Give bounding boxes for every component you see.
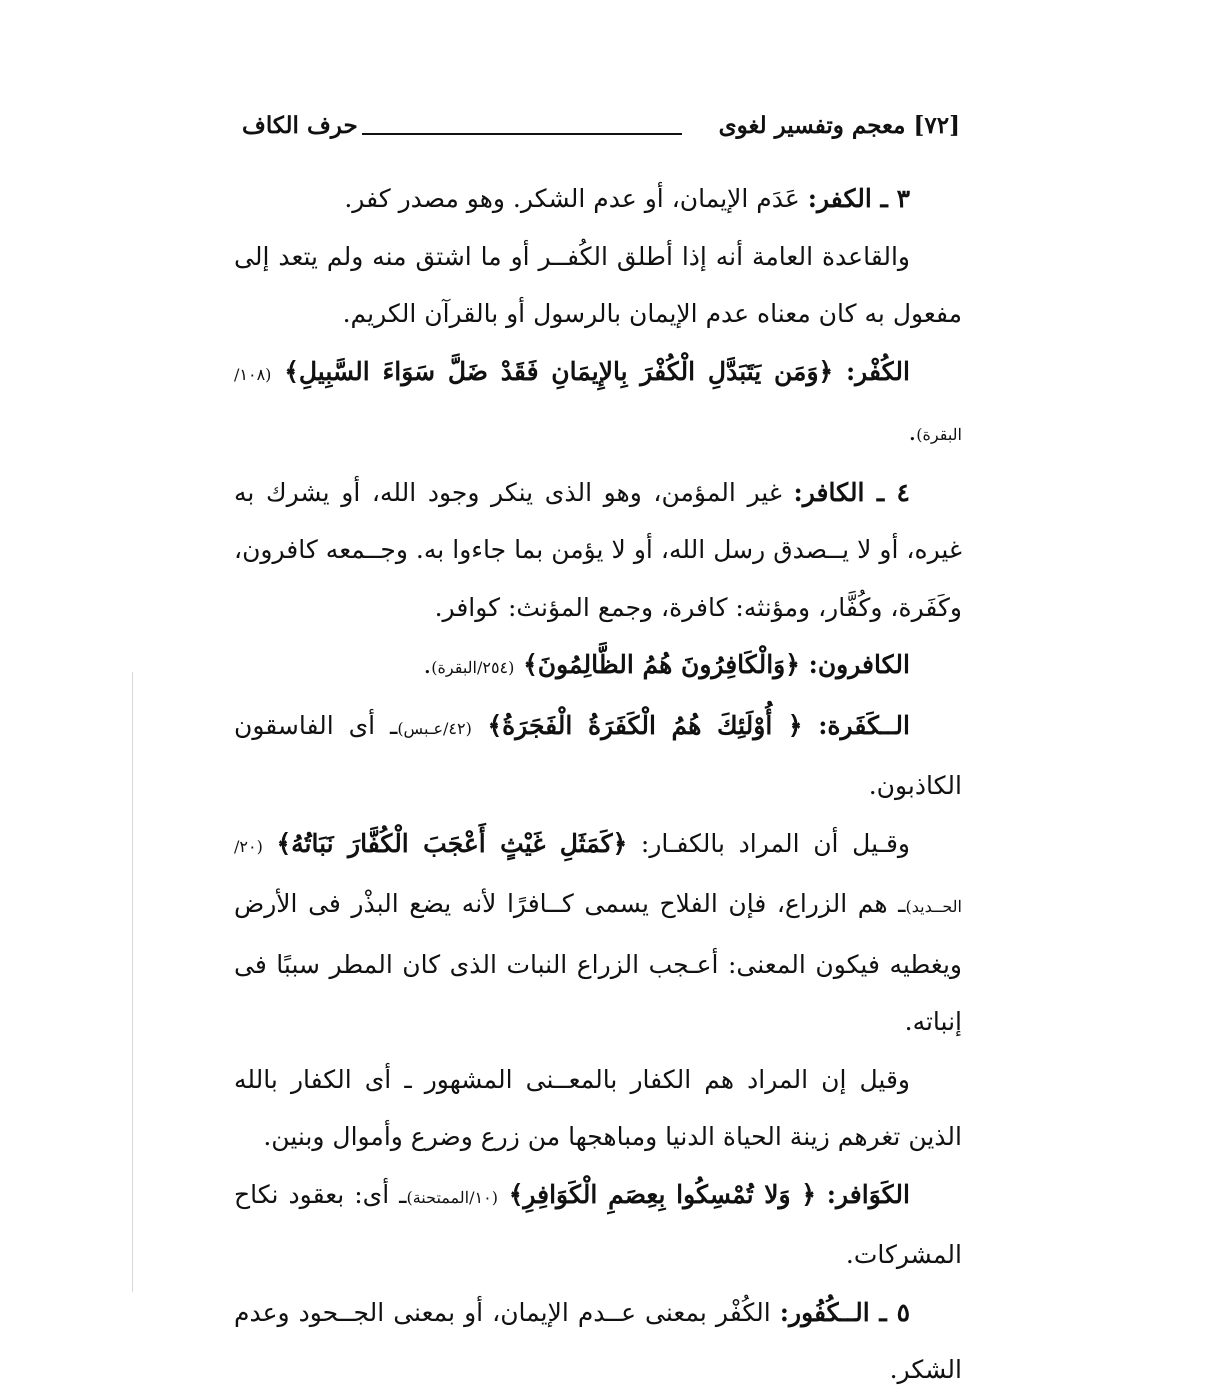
entry-term: ٥ ـ الــكُفُور: — [779, 1297, 910, 1327]
entry-tail: . — [908, 417, 917, 446]
entry-term: الــكَفَرة: — [818, 710, 910, 740]
paragraph-text: والقاعدة العامة أنه إذا أطلق الكُفــر أو ما اشتق منه ولم يتعد إلى مفعول به كان معناه عدم الإيمان بالرسول أو بالقرآن الكريم. — [234, 241, 962, 328]
paragraph-lead: وقـيل أن المراد بالكفـار: — [627, 828, 910, 858]
quran-verse: ﴿ أُوْلَئِكَ هُمُ الْكَفَرَةُ الْفَجَرَةُ﴾ — [471, 710, 819, 740]
entry-tail: . — [423, 650, 432, 679]
quran-verse: ﴿وَالْكَافِرُونَ هُمُ الظَّالِمُونَ﴾ — [514, 650, 809, 679]
verse-reference: (١٠/الممتحنة) — [406, 1187, 498, 1207]
entry-al-kufr-verse — [234, 343, 962, 464]
entry-kufur — [234, 1284, 962, 1399]
general-rule-paragraph — [234, 228, 962, 343]
scan-edge-mark — [132, 672, 133, 1292]
entry-definition: غير المؤمن، وهو الذى ينكر وجود الله، أو يشرك به غيره، أو لا يــصدق رسل الله، أو لا يؤمن بما جاءوا به. وجــمعه كافرون، وكَفَرة، وكُفَّار، ومؤنثه: كافرة، وجمع المؤنث: كوافر. — [234, 477, 962, 622]
entry-kafara — [234, 697, 962, 815]
chapter-title: حرف الكاف — [242, 112, 358, 139]
entry-definition: ـ أى: بعقود نكاح المشركات. — [234, 1179, 962, 1269]
entry-term: الكَوَافر: — [826, 1179, 910, 1209]
entry-definition: ـ أى الفاسقون الكاذبون. — [234, 710, 962, 800]
dictionary-body — [234, 170, 962, 1399]
entry-term: الكافرون: — [808, 650, 910, 679]
header-rule — [362, 133, 682, 135]
header-page-and-title: [٧٢] معجم وتفسير لغوى — [718, 112, 960, 139]
quran-verse: ﴿كَمَثَلِ غَيْثٍ أَعْجَبَ الْكُفَّارَ نَبَاتُهُ﴾ — [276, 828, 628, 858]
entry-kafirun — [234, 636, 962, 697]
entry-kufr — [234, 170, 962, 228]
entry-definition: الكُفْر بمعنى عــدم الإيمان، أو بمعنى الجــحود وعدم الشكر. — [234, 1297, 962, 1384]
verse-reference: (٢٥٤/البقرة) — [431, 658, 515, 677]
entry-kafir — [234, 464, 962, 637]
entry-kawafir — [234, 1166, 962, 1284]
entry-term: ٤ ـ الكافر: — [793, 477, 910, 507]
running-header — [242, 112, 960, 152]
entry-term: الكُفْر: — [845, 356, 910, 386]
farmers-interpretation-paragraph — [234, 815, 962, 1051]
quran-verse: ﴿ وَلا تُمْسِكُوا بِعِصَمِ الْكَوَافِرِ﴾ — [497, 1179, 827, 1209]
verse-reference: (٤٢/عـبس) — [397, 718, 472, 738]
verse-reference: (٢٠/الحــديد) — [234, 836, 962, 916]
entry-term: ٣ ـ الكفر: — [807, 184, 910, 213]
verse-reference: (١٠٨/البقرة) — [234, 364, 962, 444]
quran-verse: ﴿وَمَن يَتَبَدَّلِ الْكُفْرَ بِالإِيمَانِ فَقَدْ ضَلَّ سَوَاءَ السَّبِيلِ﴾ — [271, 356, 846, 386]
entry-definition: عَدَم الإيمان، أو عدم الشكر. وهو مصدر كفر. — [344, 184, 808, 213]
disbelievers-interpretation-paragraph — [234, 1051, 962, 1166]
paragraph-text: وقيل إن المراد هم الكفار بالمعــنى المشهور ـ أى الكفار بالله الذين تغرهم زينة الحياة الدنيا ومباهجها من زرع وضرع وأموال وبنين. — [234, 1064, 962, 1151]
book-title: معجم وتفسير لغوى — [718, 112, 906, 139]
paragraph-text: ـ هم الزراع، فإن الفلاح يسمى كــافرًا لأنه يضع البذْر فى الأرض ويغطيه فيكون المعنى: أعـجب الزراع النبات الذى كان المطر سببًا فى إنباته. — [234, 889, 962, 1036]
page-number: ٧٢ — [924, 112, 950, 139]
